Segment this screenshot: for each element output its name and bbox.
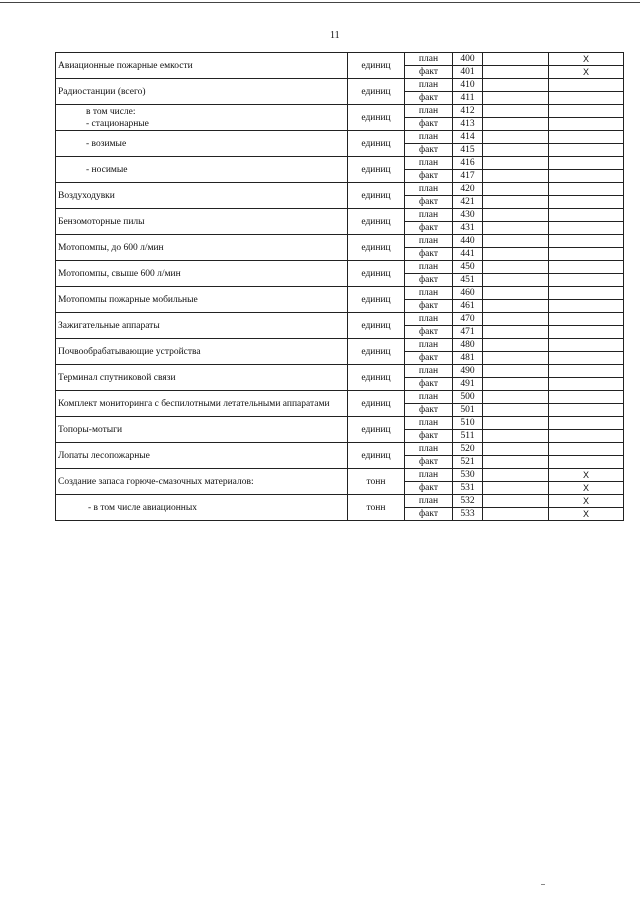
table-row — [56, 287, 624, 300]
mark-cell — [549, 417, 624, 430]
item-name: Мотопомпы пожарные мобильные — [56, 287, 348, 313]
row-code: 420 — [453, 183, 483, 196]
row-code: 461 — [453, 300, 483, 313]
value-cell — [483, 248, 549, 261]
table-row — [56, 469, 624, 482]
item-unit: единиц — [348, 209, 405, 235]
row-kind: факт — [405, 66, 453, 79]
report-table-body — [56, 53, 624, 521]
row-kind: факт — [405, 144, 453, 157]
row-kind: план — [405, 365, 453, 378]
row-code: 481 — [453, 352, 483, 365]
row-code: 532 — [453, 495, 483, 508]
mark-cell: X — [549, 508, 624, 521]
table-row — [56, 131, 624, 144]
mark-cell — [549, 248, 624, 261]
row-code: 414 — [453, 131, 483, 144]
item-name: Авиационные пожарные емкости — [56, 53, 348, 79]
mark-cell: X — [549, 495, 624, 508]
mark-cell — [549, 430, 624, 443]
value-cell — [483, 430, 549, 443]
row-code: 415 — [453, 144, 483, 157]
row-kind: факт — [405, 326, 453, 339]
value-cell — [483, 352, 549, 365]
mark-cell — [549, 313, 624, 326]
item-unit: единиц — [348, 339, 405, 365]
item-unit: тонн — [348, 469, 405, 495]
mark-cell — [549, 274, 624, 287]
value-cell — [483, 157, 549, 170]
table-row — [56, 417, 624, 430]
table-row — [56, 157, 624, 170]
row-kind: факт — [405, 508, 453, 521]
item-unit: единиц — [348, 183, 405, 209]
row-code: 490 — [453, 365, 483, 378]
row-code: 533 — [453, 508, 483, 521]
row-kind: факт — [405, 404, 453, 417]
row-kind: план — [405, 209, 453, 222]
value-cell — [483, 300, 549, 313]
mark-cell: X — [549, 53, 624, 66]
mark-cell — [549, 300, 624, 313]
value-cell — [483, 79, 549, 92]
mark-cell — [549, 196, 624, 209]
report-table — [55, 52, 624, 521]
row-kind: план — [405, 183, 453, 196]
mark-cell — [549, 105, 624, 118]
row-code: 491 — [453, 378, 483, 391]
value-cell — [483, 404, 549, 417]
row-code: 417 — [453, 170, 483, 183]
row-kind: план — [405, 495, 453, 508]
value-cell — [483, 443, 549, 456]
row-kind: факт — [405, 430, 453, 443]
mark-cell — [549, 235, 624, 248]
row-kind: факт — [405, 248, 453, 261]
row-code: 410 — [453, 79, 483, 92]
value-cell — [483, 196, 549, 209]
item-unit: единиц — [348, 105, 405, 131]
table-row — [56, 53, 624, 66]
row-code: 521 — [453, 456, 483, 469]
row-kind: план — [405, 157, 453, 170]
row-code: 501 — [453, 404, 483, 417]
row-code: 411 — [453, 92, 483, 105]
table-row — [56, 365, 624, 378]
row-code: 450 — [453, 261, 483, 274]
row-code: 431 — [453, 222, 483, 235]
table-row — [56, 313, 624, 326]
row-code: 470 — [453, 313, 483, 326]
top-rule — [0, 2, 640, 3]
value-cell — [483, 469, 549, 482]
item-name: - возимые — [56, 131, 348, 157]
table-row — [56, 391, 624, 404]
item-name: Мотопомпы, до 600 л/мин — [56, 235, 348, 261]
row-code: 451 — [453, 274, 483, 287]
mark-cell — [549, 170, 624, 183]
row-kind: факт — [405, 170, 453, 183]
item-name: Комплект мониторинга с беспилотными летательными аппаратами — [56, 391, 348, 417]
row-kind: факт — [405, 92, 453, 105]
table-row — [56, 495, 624, 508]
mark-cell — [549, 118, 624, 131]
value-cell — [483, 326, 549, 339]
mark-cell: X — [549, 482, 624, 495]
row-code: 520 — [453, 443, 483, 456]
item-unit: единиц — [348, 261, 405, 287]
mark-cell — [549, 144, 624, 157]
row-code: 510 — [453, 417, 483, 430]
table-row — [56, 443, 624, 456]
item-unit: тонн — [348, 495, 405, 521]
value-cell — [483, 66, 549, 79]
row-code: 440 — [453, 235, 483, 248]
row-code: 471 — [453, 326, 483, 339]
row-kind: план — [405, 235, 453, 248]
row-code: 401 — [453, 66, 483, 79]
mark-cell: X — [549, 469, 624, 482]
scan-mark — [541, 884, 545, 885]
value-cell — [483, 417, 549, 430]
row-kind: план — [405, 469, 453, 482]
mark-cell — [549, 443, 624, 456]
table-row — [56, 183, 624, 196]
row-code: 413 — [453, 118, 483, 131]
row-code: 400 — [453, 53, 483, 66]
value-cell — [483, 339, 549, 352]
row-code: 480 — [453, 339, 483, 352]
item-unit: единиц — [348, 287, 405, 313]
value-cell — [483, 313, 549, 326]
mark-cell — [549, 79, 624, 92]
row-kind: план — [405, 417, 453, 430]
value-cell — [483, 508, 549, 521]
value-cell — [483, 378, 549, 391]
item-name: Мотопомпы, свыше 600 л/мин — [56, 261, 348, 287]
table-row — [56, 105, 624, 118]
mark-cell — [549, 352, 624, 365]
value-cell — [483, 365, 549, 378]
item-name: Воздуходувки — [56, 183, 348, 209]
value-cell — [483, 105, 549, 118]
item-name: - в том числе авиационных — [56, 495, 348, 521]
table-row — [56, 79, 624, 92]
page-number: 11 — [330, 30, 340, 41]
row-code: 511 — [453, 430, 483, 443]
value-cell — [483, 456, 549, 469]
row-kind: план — [405, 287, 453, 300]
row-code: 441 — [453, 248, 483, 261]
value-cell — [483, 261, 549, 274]
value-cell — [483, 482, 549, 495]
value-cell — [483, 118, 549, 131]
item-unit: единиц — [348, 443, 405, 469]
mark-cell: X — [549, 66, 624, 79]
row-code: 531 — [453, 482, 483, 495]
mark-cell — [549, 92, 624, 105]
row-kind: факт — [405, 196, 453, 209]
row-code: 500 — [453, 391, 483, 404]
row-kind: факт — [405, 456, 453, 469]
item-name: - носимые — [56, 157, 348, 183]
mark-cell — [549, 404, 624, 417]
item-unit: единиц — [348, 53, 405, 79]
row-kind: факт — [405, 352, 453, 365]
row-code: 416 — [453, 157, 483, 170]
value-cell — [483, 92, 549, 105]
row-kind: план — [405, 131, 453, 144]
row-kind: факт — [405, 300, 453, 313]
value-cell — [483, 287, 549, 300]
item-name: Радиостанции (всего) — [56, 79, 348, 105]
item-name: Топоры-мотыги — [56, 417, 348, 443]
item-unit: единиц — [348, 79, 405, 105]
item-unit: единиц — [348, 365, 405, 391]
value-cell — [483, 209, 549, 222]
item-name: в том числе: - стационарные — [56, 105, 348, 131]
value-cell — [483, 235, 549, 248]
item-name: Бензомоторные пилы — [56, 209, 348, 235]
row-code: 530 — [453, 469, 483, 482]
value-cell — [483, 144, 549, 157]
value-cell — [483, 183, 549, 196]
item-unit: единиц — [348, 417, 405, 443]
value-cell — [483, 391, 549, 404]
value-cell — [483, 170, 549, 183]
mark-cell — [549, 378, 624, 391]
table-row — [56, 209, 624, 222]
mark-cell — [549, 287, 624, 300]
mark-cell — [549, 456, 624, 469]
table-row — [56, 339, 624, 352]
item-name: Лопаты лесопожарные — [56, 443, 348, 469]
mark-cell — [549, 209, 624, 222]
item-unit: единиц — [348, 235, 405, 261]
row-kind: план — [405, 79, 453, 92]
value-cell — [483, 53, 549, 66]
table-row — [56, 261, 624, 274]
table-row — [56, 235, 624, 248]
row-code: 460 — [453, 287, 483, 300]
value-cell — [483, 222, 549, 235]
row-kind: факт — [405, 378, 453, 391]
item-unit: единиц — [348, 157, 405, 183]
row-kind: план — [405, 261, 453, 274]
row-kind: факт — [405, 274, 453, 287]
mark-cell — [549, 326, 624, 339]
row-code: 412 — [453, 105, 483, 118]
row-kind: план — [405, 339, 453, 352]
row-code: 430 — [453, 209, 483, 222]
value-cell — [483, 131, 549, 144]
mark-cell — [549, 183, 624, 196]
mark-cell — [549, 157, 624, 170]
mark-cell — [549, 339, 624, 352]
mark-cell — [549, 131, 624, 144]
row-kind: план — [405, 443, 453, 456]
mark-cell — [549, 261, 624, 274]
item-name: Терминал спутниковой связи — [56, 365, 348, 391]
value-cell — [483, 495, 549, 508]
item-unit: единиц — [348, 391, 405, 417]
item-name: Почвообрабатывающие устройства — [56, 339, 348, 365]
value-cell — [483, 274, 549, 287]
row-kind: план — [405, 105, 453, 118]
item-name: Создание запаса горюче-смазочных материалов: — [56, 469, 348, 495]
mark-cell — [549, 391, 624, 404]
row-kind: план — [405, 313, 453, 326]
row-code: 421 — [453, 196, 483, 209]
item-unit: единиц — [348, 131, 405, 157]
row-kind: план — [405, 391, 453, 404]
item-unit: единиц — [348, 313, 405, 339]
mark-cell — [549, 222, 624, 235]
row-kind: факт — [405, 118, 453, 131]
row-kind: факт — [405, 222, 453, 235]
item-name: Зажигательные аппараты — [56, 313, 348, 339]
row-kind: факт — [405, 482, 453, 495]
mark-cell — [549, 365, 624, 378]
row-kind: план — [405, 53, 453, 66]
